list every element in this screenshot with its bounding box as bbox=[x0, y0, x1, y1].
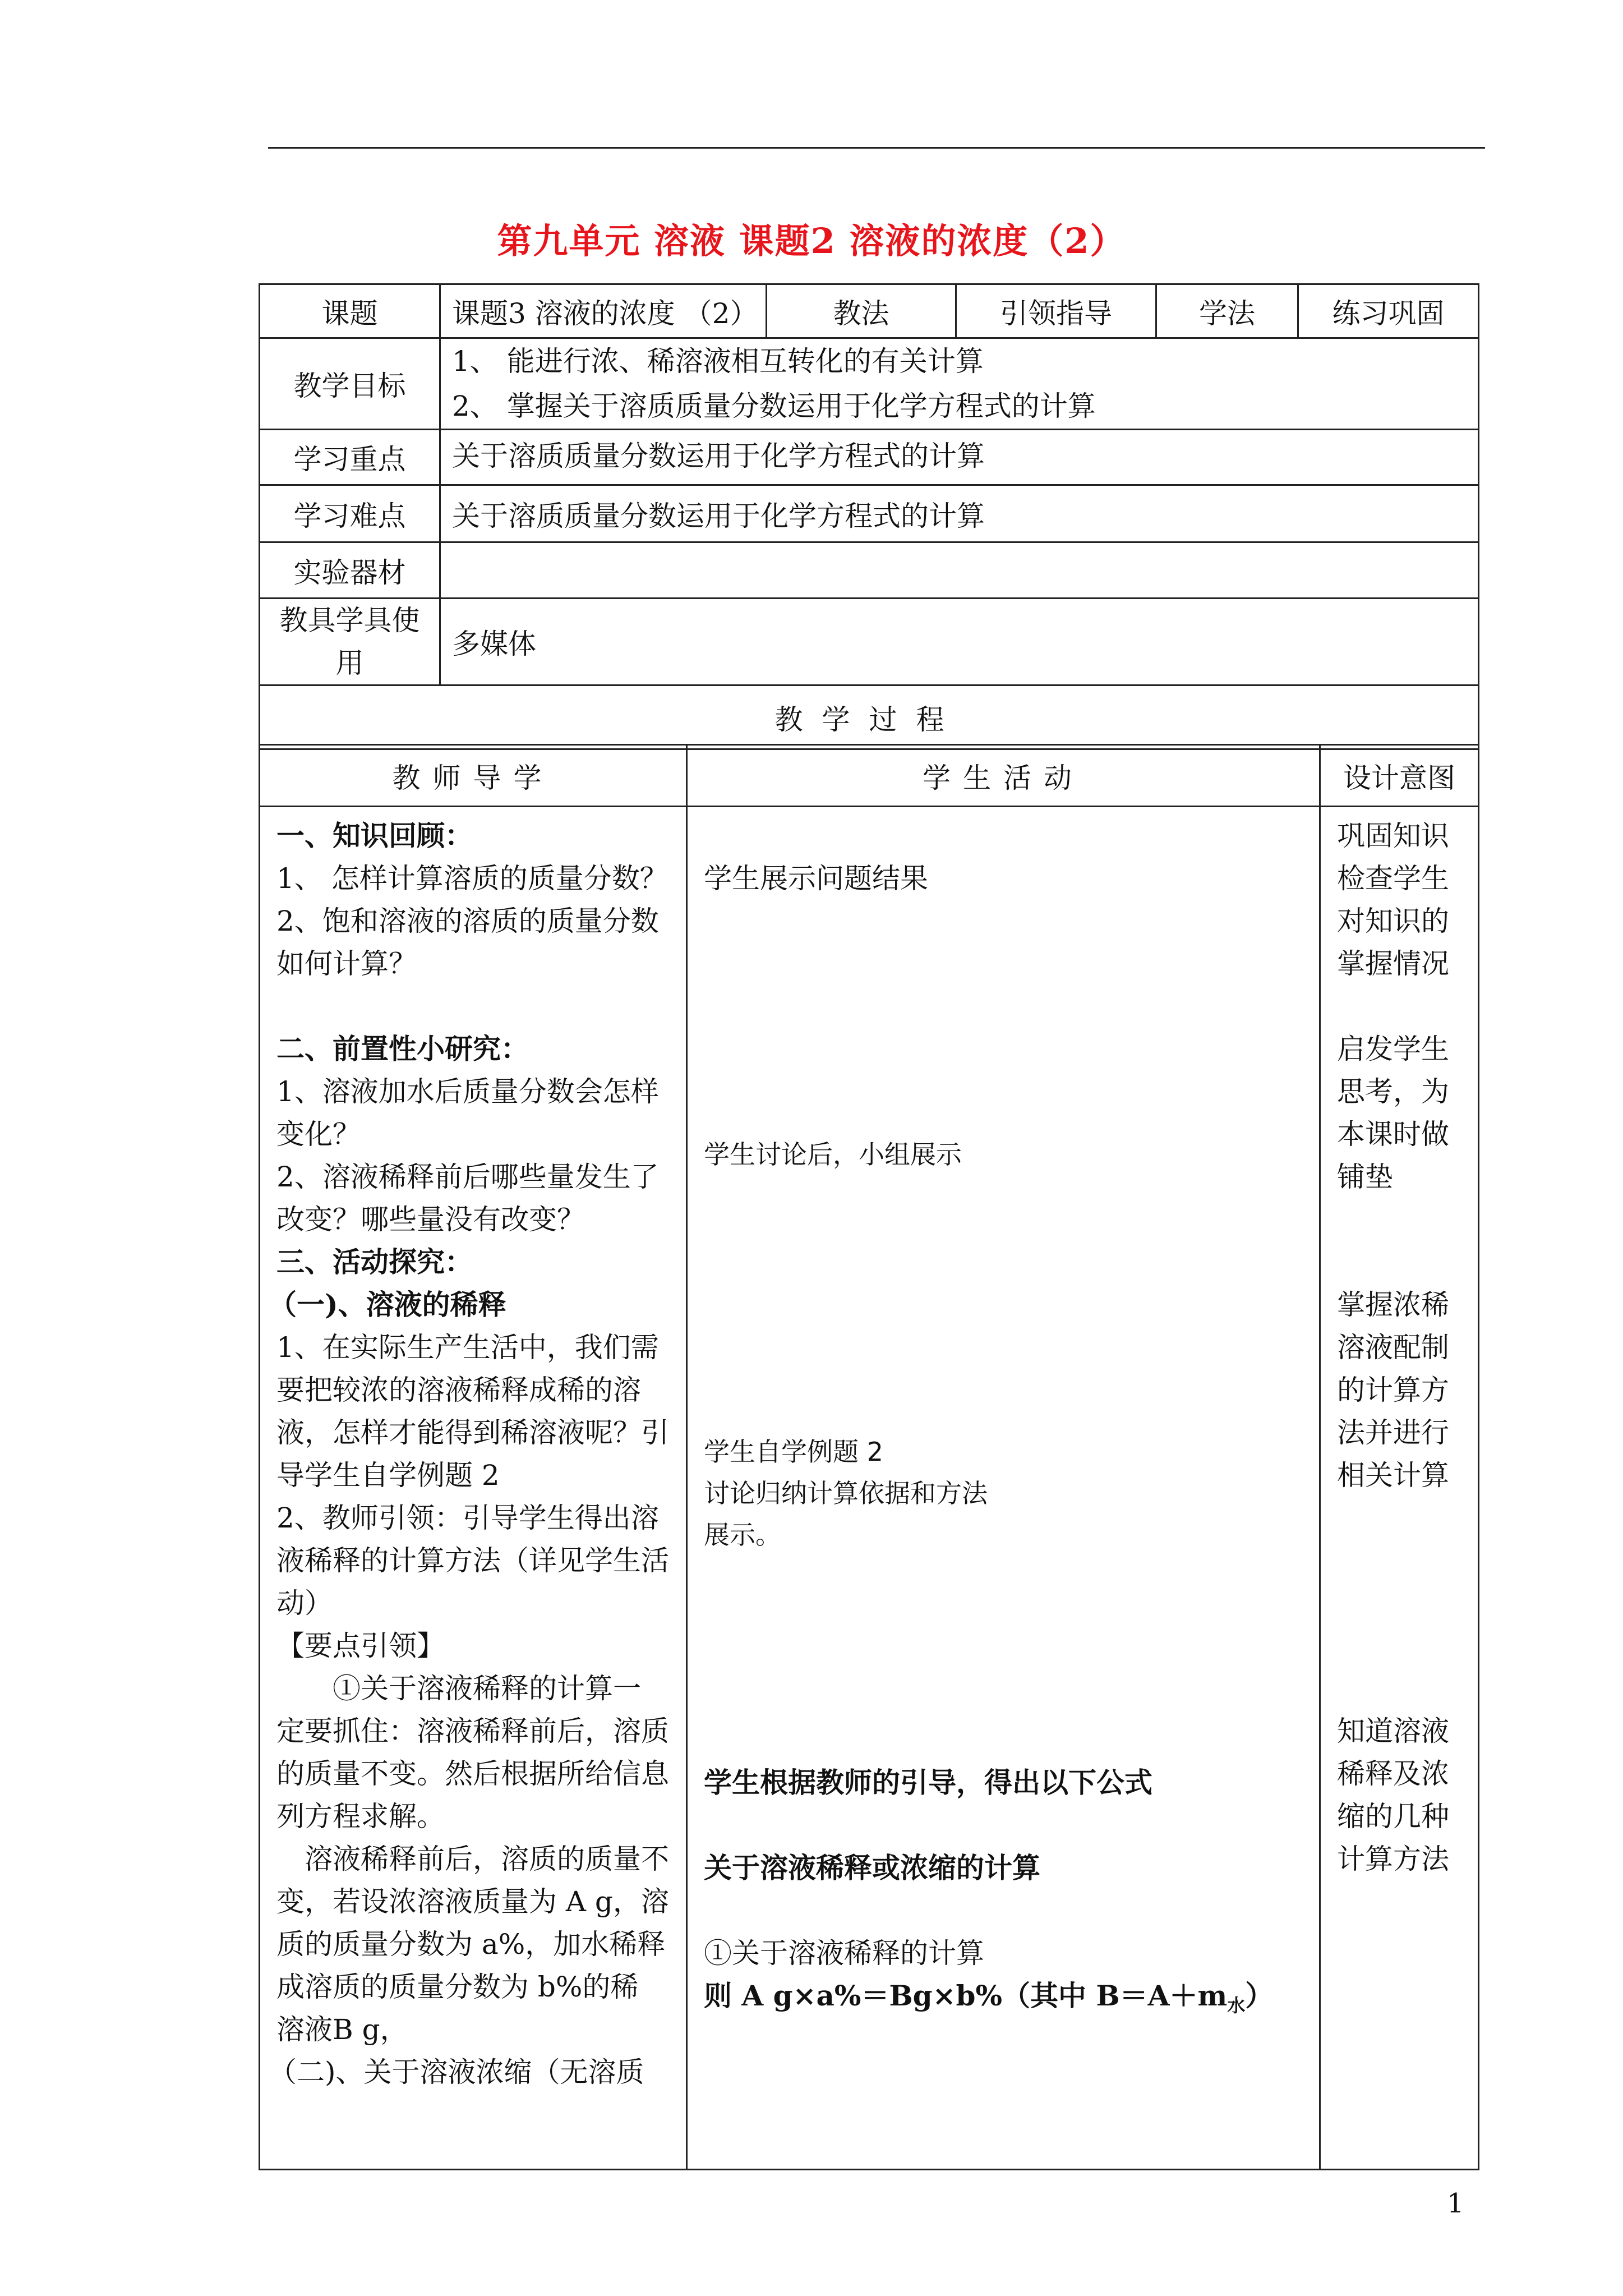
design-line: 本课时做 bbox=[1337, 1118, 1449, 1151]
formula-subscript: 水 bbox=[1227, 1995, 1246, 2016]
design-line: 相关计算 bbox=[1337, 1459, 1449, 1492]
key-point-value: 关于溶质质量分数运用于化学方程式的计算 bbox=[440, 430, 1479, 485]
teacher-line: 【要点引领】 bbox=[276, 1630, 445, 1662]
teacher-line: 2、饱和溶液的溶质的质量分数 bbox=[276, 905, 659, 937]
col-design-header: 设计意图 bbox=[1320, 745, 1479, 807]
teacher-line: 二、前置性小研究： bbox=[276, 1032, 529, 1065]
design-line: 思考，为 bbox=[1337, 1075, 1449, 1108]
teacher-line: 2、溶液稀释前后哪些量发生了 bbox=[276, 1161, 659, 1193]
teacher-line: 溶液B g， bbox=[276, 2013, 408, 2046]
teacher-line: 要把较浓的溶液稀释成稀的溶 bbox=[276, 1374, 641, 1406]
teacher-line: 如何计算？ bbox=[276, 947, 417, 980]
teacher-line: 质的质量分数为 a%，加水稀释 bbox=[276, 1928, 666, 1961]
process-heading: 教学过程 bbox=[260, 685, 1479, 749]
tools-label-line-1: 教具学具使 bbox=[279, 604, 420, 637]
teacher-line: 1、溶液加水后质量分数会怎样 bbox=[276, 1075, 659, 1108]
design-line: 稀释及浓 bbox=[1337, 1757, 1449, 1790]
teacher-line: 动） bbox=[276, 1587, 333, 1619]
col-student-header: 学生活动 bbox=[687, 745, 1320, 807]
teacher-line: （二)、关于溶液浓缩（无溶质 bbox=[269, 2056, 644, 2088]
difficulty-value: 关于溶质质量分数运用于化学方程式的计算 bbox=[440, 485, 1479, 542]
page-title: 第九单元 溶液 课题2 溶液的浓度（2） bbox=[497, 220, 1126, 261]
formula-text: 则 A g×a%＝Bg×b%（其中 B＝A＋m bbox=[704, 1979, 1228, 2012]
teacher-line: 溶液稀释前后，溶质的质量不 bbox=[305, 1843, 669, 1875]
teacher-line: 1、 怎样计算溶质的质量分数？ bbox=[276, 862, 668, 895]
tools-label-line-2: 用 bbox=[335, 647, 364, 679]
teacher-line: 变化？ bbox=[276, 1118, 361, 1151]
student-line: 学生自学例题 2 bbox=[704, 1437, 883, 1467]
student-line: 学生根据教师的引导，得出以下公式 bbox=[704, 1766, 1152, 1799]
teacher-line: 列方程求解。 bbox=[276, 1800, 445, 1833]
teacher-line: 导学生自学例题 2 bbox=[276, 1459, 500, 1492]
student-line: 学生讨论后，小组展示 bbox=[704, 1139, 962, 1170]
teacher-line: 的质量不变。然后根据所给信息 bbox=[276, 1757, 669, 1790]
design-line: 检查学生 bbox=[1337, 862, 1449, 895]
design-line: 巩固知识 bbox=[1337, 820, 1449, 852]
method-value: 引领指导 bbox=[956, 284, 1156, 338]
design-line: 法并进行 bbox=[1337, 1416, 1449, 1449]
goals-cell bbox=[440, 338, 1479, 430]
study-value: 练习巩固 bbox=[1298, 284, 1479, 338]
lesson-label: 课题 bbox=[260, 284, 440, 338]
teacher-line: ①关于溶液稀释的计算一 bbox=[333, 1672, 641, 1705]
student-line: 学生展示问题结果 bbox=[704, 862, 928, 895]
design-column bbox=[1320, 807, 1479, 2170]
teacher-column bbox=[260, 807, 687, 2170]
student-line: ①关于溶液稀释的计算 bbox=[704, 1937, 984, 1970]
lesson-value: 课题3 溶液的浓度 （2） bbox=[440, 284, 767, 338]
method-label: 教法 bbox=[767, 284, 956, 338]
col-teacher-header: 教师导学 bbox=[260, 745, 687, 807]
student-column bbox=[687, 807, 1320, 2170]
formula-line bbox=[704, 1975, 1273, 2027]
design-line: 计算方法 bbox=[1337, 1843, 1449, 1875]
design-line: 启发学生 bbox=[1337, 1033, 1449, 1065]
design-line: 的计算方 bbox=[1337, 1374, 1449, 1406]
lesson-info-table bbox=[259, 283, 1479, 750]
goal-item: 1、 能进行浓、稀溶液相互转化的有关计算 bbox=[452, 345, 984, 378]
teacher-line: 三、活动探究： bbox=[276, 1245, 473, 1278]
tools-value: 多媒体 bbox=[440, 599, 1479, 685]
design-line: 缩的几种 bbox=[1337, 1800, 1449, 1833]
teacher-line: 定要抓住：溶液稀释前后，溶质 bbox=[276, 1715, 669, 1747]
teacher-line: 成溶质的质量分数为 b%的稀 bbox=[276, 1971, 639, 2003]
equipment-label: 实验器材 bbox=[260, 542, 440, 599]
goal-item: 2、 掌握关于溶质质量分数运用于化学方程式的计算 bbox=[452, 390, 1096, 422]
difficulty-label: 学习难点 bbox=[260, 485, 440, 542]
design-line: 铺垫 bbox=[1337, 1161, 1393, 1193]
teacher-line: 液稀释的计算方法（详见学生活 bbox=[276, 1544, 669, 1577]
teacher-line: 改变？哪些量没有改变？ bbox=[276, 1203, 585, 1236]
process-table bbox=[259, 744, 1479, 2170]
equipment-value bbox=[440, 542, 1479, 599]
design-line: 对知识的 bbox=[1337, 905, 1449, 937]
teacher-line: 一、知识回顾： bbox=[276, 819, 473, 852]
teacher-line: 变，若设浓溶液质量为 A g，溶 bbox=[276, 1885, 669, 1918]
formula-close: ） bbox=[1245, 1979, 1274, 2012]
tools-label bbox=[260, 599, 440, 685]
design-line: 掌握浓稀 bbox=[1337, 1289, 1449, 1321]
teacher-line: 液，怎样才能得到稀溶液呢？引 bbox=[276, 1416, 669, 1449]
header-rule bbox=[268, 147, 1485, 149]
page-number: 1 bbox=[1447, 2188, 1464, 2219]
teacher-line: （一)、溶液的稀释 bbox=[269, 1288, 506, 1321]
design-line: 知道溶液 bbox=[1337, 1715, 1449, 1747]
design-line: 掌握情况 bbox=[1337, 947, 1449, 980]
study-label: 学法 bbox=[1156, 284, 1298, 338]
design-line: 溶液配制 bbox=[1337, 1331, 1449, 1364]
key-point-label: 学习重点 bbox=[260, 430, 440, 485]
student-line: 讨论归纳计算依据和方法 bbox=[704, 1478, 988, 1508]
teacher-line: 1、在实际生产生活中，我们需 bbox=[276, 1331, 659, 1364]
goals-label: 教学目标 bbox=[260, 338, 440, 430]
teacher-line: 2、教师引领：引导学生得出溶 bbox=[276, 1502, 659, 1534]
student-line: 关于溶液稀释或浓缩的计算 bbox=[704, 1851, 1040, 1884]
student-line: 展示。 bbox=[704, 1520, 781, 1550]
